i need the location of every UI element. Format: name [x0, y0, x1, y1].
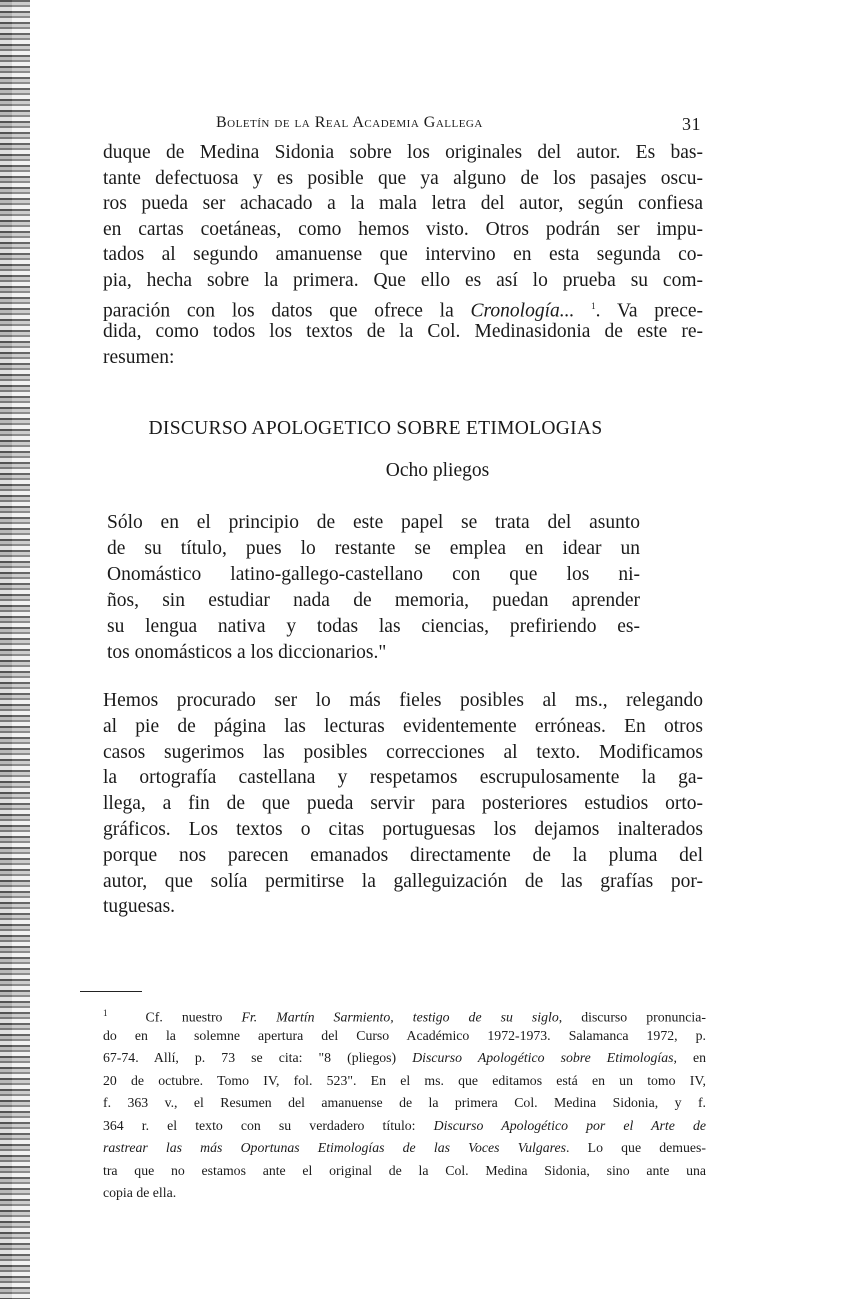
- footnote-line: [103, 1137, 706, 1160]
- text-line: resumen:: [103, 346, 175, 368]
- footnote-number: 1: [103, 1008, 108, 1018]
- quote-line: Onomástico latino-gallego-castellano con que los ni-: [107, 564, 640, 585]
- text-line: casos sugerimos las posibles correcciones al texto. Modificamos: [103, 741, 703, 763]
- text-line: al pie de página las lecturas evidentemente erróneas. En otros: [103, 715, 703, 737]
- page-number: 31: [682, 114, 701, 134]
- paragraph-1: [103, 140, 703, 370]
- text-line: pia, hecha sobre la primera. Que ello es así lo prueba su com-: [103, 269, 703, 291]
- paragraph-2: [103, 688, 703, 920]
- footnote-rule: [80, 991, 142, 992]
- quote-line: tos onomásticos a los diccionarios.": [107, 642, 387, 663]
- scan-edge-texture: [0, 0, 30, 1299]
- cited-title: Discurso Apologético sobre Etimologías: [412, 1050, 674, 1065]
- text-line: en cartas coetáneas, como hemos visto. Otros podrán ser impu-: [103, 218, 703, 240]
- cited-title: rastrear las más Oportunas Etimologías de las Voces Vulgares: [103, 1140, 567, 1155]
- text-segment: Cf. nuestro: [145, 1009, 242, 1025]
- text-line: Hemos procurado ser lo más fieles posibles al ms., relegando: [103, 690, 703, 711]
- cited-title: Discurso Apologético por el Arte de: [433, 1117, 707, 1133]
- text-segment: 364 r. el texto con su verdadero título:: [103, 1117, 434, 1133]
- footnote-line: tra que no estamos ante el original de la Col. Medina Sidonia, sino ante una: [103, 1162, 706, 1178]
- text-segment: . Lo que demues-: [566, 1140, 706, 1155]
- text-line: tante defectuosa y es posible que ya alguno de los pasajes oscu-: [103, 167, 703, 189]
- footnote: [103, 1002, 706, 1205]
- footnote-line: f. 363 v., el Resumen del amanuense de la primera Col. Medina Sidonia, y f.: [103, 1095, 706, 1110]
- text-segment: , discurso pronuncia-: [558, 1009, 706, 1025]
- footnote-line: [103, 1047, 706, 1070]
- footnote-line: [103, 1002, 706, 1025]
- text-segment: paración con los datos que ofrece la: [103, 300, 471, 322]
- section-heading: DISCURSO APOLOGETICO SOBRE ETIMOLOGIAS: [148, 418, 603, 439]
- quote-line: Sólo en el principio de este papel se trata del asunto: [107, 512, 640, 533]
- quote-line: su lengua nativa y todas las ciencias, prefiriendo es-: [107, 616, 640, 637]
- cited-title: Fr. Martín Sarmiento, testigo de su siglo: [241, 1009, 559, 1025]
- text-line: duque de Medina Sidonia sobre los originales del autor. Es bas-: [103, 142, 703, 163]
- text-segment: 67-74. Allí, p. 73 se cita: "8 (pliegos): [103, 1050, 413, 1065]
- text-line: llega, a fin de que pueda servir para posteriores estudios orto-: [103, 793, 703, 815]
- running-header: [103, 114, 703, 138]
- section-subheading: Ocho pliegos: [385, 460, 490, 481]
- footnote-ref[interactable]: 1: [591, 300, 596, 311]
- footnote-line: copia de ella.: [103, 1185, 177, 1200]
- text-line: autor, que solía permitirse la galleguización de las grafías por-: [103, 870, 703, 892]
- text-line: tados al segundo amanuense que intervino en esta segunda co-: [103, 244, 703, 266]
- text-line: [103, 294, 703, 320]
- text-segment: . Va prece-: [595, 300, 703, 322]
- text-line: tuguesas.: [103, 896, 176, 918]
- footnote-line: 20 de octubre. Tomo IV, fol. 523". En el ms. que editamos está en un tomo IV,: [103, 1072, 706, 1088]
- text-line: gráficos. Los textos o citas portuguesas los dejamos inalterados: [103, 818, 703, 840]
- quote-block: [107, 510, 640, 666]
- text-line: la ortografía castellana y respetamos escrupulosamente la ga-: [103, 767, 703, 789]
- journal-title: Boletín de la Real Academia Gallega: [216, 114, 483, 131]
- text-segment: , en: [673, 1050, 706, 1065]
- cited-title: Cronología...: [470, 300, 575, 322]
- quote-line: de su título, pues lo restante se emplea en idear un: [107, 538, 640, 559]
- text-line: dida, como todos los textos de la Col. Medinasidonia de este re-: [103, 321, 703, 343]
- text-line: porque nos parecen emanados directamente de la pluma del: [103, 844, 703, 866]
- quote-line: ños, sin estudiar nada de memoria, puedan aprender: [107, 590, 640, 611]
- footnote-line: do en la solemne apertura del Curso Académico 1972-1973. Salamanca 1972, p.: [103, 1027, 706, 1043]
- text-line: ros pueda ser achacado a la mala letra del autor, según confiesa: [103, 193, 703, 215]
- footnote-line: [103, 1115, 706, 1138]
